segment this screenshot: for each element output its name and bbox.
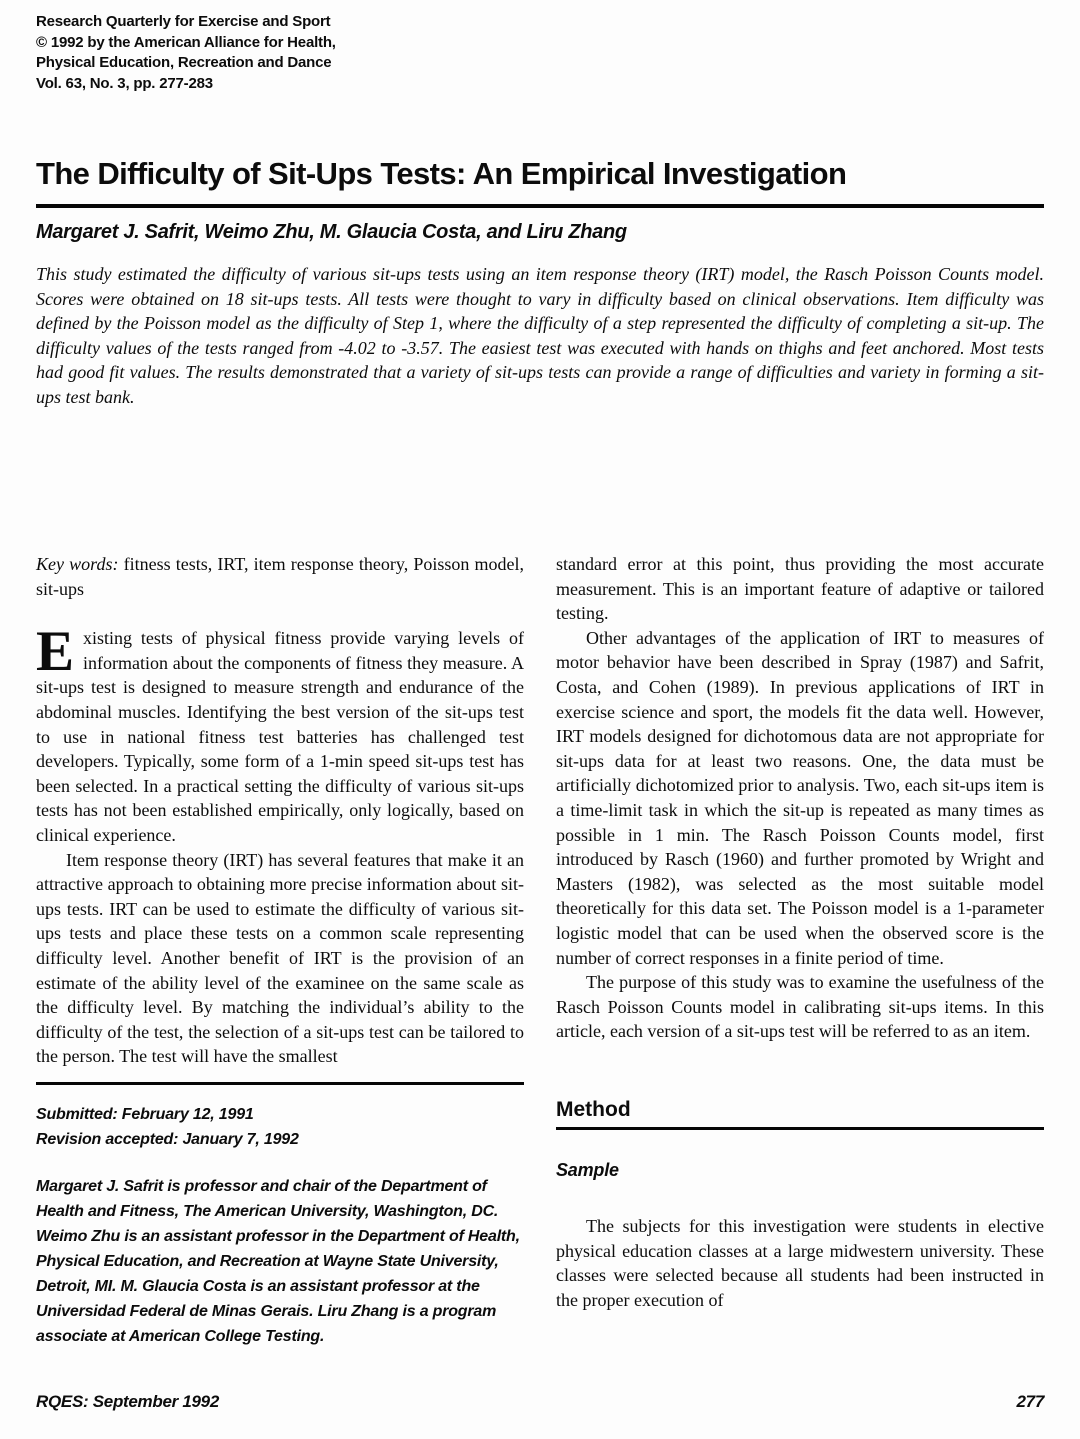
footnote-divider-rule <box>36 1082 524 1085</box>
method-heading-rule <box>556 1127 1044 1130</box>
author-byline: Margaret J. Safrit, Weimo Zhu, M. Glaucia Costa, and Liru Zhang <box>36 221 627 243</box>
sample-subheading: Sample <box>556 1160 619 1181</box>
volume-line: Vol. 63, No. 3, pp. 277-283 <box>36 74 213 92</box>
body-paragraph-intro <box>36 620 524 847</box>
keywords-paragraph <box>36 552 524 601</box>
body-paragraph-advantages: Other advantages of the application of IRT to measures of motor behavior have been described in Spray (1987) and Safrit, Costa, and Cohen (1989). In previous applications of IRT in exercise science and sport, the models fit the data well. However, IRT models designed for dichotomous data are not appropriate for sit-ups data for at least two reasons. One, the data must be artificially dichotomized prior to analysis. Two, each sit-ups item is a time-limit task in which the sit-up is repeated as many times as possible in 1 min. The Rasch Poisson Counts model, first introduced by Rasch (1960) and further promoted by Wright and Masters (1982), was selected as the most suitable model theoretically for this data set. The Poisson model is a 1-parameter logistic model that can be used when the observed score is the number of correct responses in a finite period of time. <box>556 627 1044 968</box>
drop-cap: E <box>36 620 75 684</box>
article-title: The Difficulty of Sit-Ups Tests: An Empirical Investigation <box>36 156 847 191</box>
sample-paragraph: The subjects for this investigation were students in elective physical education classes at a large midwestern university. These classes were selected because all students had been instructed in the proper execution of <box>556 1216 1044 1310</box>
publisher-line: Physical Education, Recreation and Dance <box>36 54 332 71</box>
copyright-line: © 1992 by the American Alliance for Health, <box>36 33 336 51</box>
abstract: This study estimated the difficulty of various sit-ups tests using an item response theory (IRT) model, the Rasch Poisson Counts model. Scores were obtained on 18 sit-ups tests. All tests were thought to vary in difficulty based on clinical observations. Item difficulty was defined by the Poisson model as the difficulty of Step 1, where the difficulty of a step represented the difficulty of completing a sit-up. The difficulty values of the tests ranged from -4.02 to -3.57. The easiest test was executed with hands on thighs and feet anchored. Most tests had good fit values. The results demonstrated that a variety of sit-ups tests can provide a range of difficulties and variety in forming a sit-ups test bank. <box>36 264 1044 407</box>
journal-name: Research Quarterly for Exercise and Sport <box>36 13 331 30</box>
body-paragraph-irt-features: Item response theory (IRT) has several features that make it an attractive approach to obtaining more precise information about sit-ups tests. IRT can be used to estimate the difficulty of various sit-ups tests and place these tests on a common scale representing difficulty level. Another benefit of IRT is the provision of an estimate of the ability level of the examinee on the same scale as the difficulty level. By matching the individual’s ability to the difficulty of the test, the selection of a sit-ups test can be tailored to the person. The test will have the smallest <box>36 849 524 1067</box>
body-paragraph-purpose: The purpose of this study was to examine the usefulness of the Rasch Poisson Counts model in calibrating sit-ups items. In this article, each version of a sit-ups test will be referred to as an item. <box>556 972 1044 1042</box>
intro-paragraph-text: xisting tests of physical fitness provide varying levels of information about the components of fitness they measure. A sit-ups test is designed to measure strength and endurance of the abdominal muscles. Identifying the best version of the sit-ups test to use in national fitness test batteries has challenged test developers. Typically, some form of a 1-min speed sit-ups test has been selected. In a practical setting the difficulty of various sit-ups tests has not been established empirically, only logically, based on clinical experience. <box>36 628 524 845</box>
page-number: 277 <box>1016 1392 1044 1411</box>
keywords-label: Key words: <box>36 554 119 574</box>
right-column <box>556 552 1044 1312</box>
title-divider-rule <box>36 204 1044 208</box>
page-footer <box>36 1392 1044 1412</box>
keywords-text: fitness tests, IRT, item response theory, Poisson model, sit-ups <box>36 554 524 599</box>
body-paragraph-continued: standard error at this point, thus providing the most accurate measurement. This is an important feature of adaptive or tailored testing. <box>556 554 1044 624</box>
journal-masthead <box>36 12 336 94</box>
footer-journal-issue: RQES: September 1992 <box>36 1392 219 1411</box>
submission-dates <box>36 1102 524 1152</box>
left-column <box>36 552 524 1349</box>
revision-date: Revision accepted: January 7, 1992 <box>36 1130 299 1148</box>
author-bio-note: Margaret J. Safrit is professor and chair of the Department of Health and Fitness, The American University, Washington, DC. Weimo Zhu is an assistant professor in the Department of Health, Physical Education, and Recreation at Wayne State University, Detroit, MI. M. Glaucia Costa is an assistant professor at the Universidad Federal de Minas Gerais. Liru Zhang is a program associate at American College Testing. <box>36 1177 520 1345</box>
submitted-date: Submitted: February 12, 1991 <box>36 1105 254 1123</box>
method-section-heading: Method <box>556 1097 631 1121</box>
